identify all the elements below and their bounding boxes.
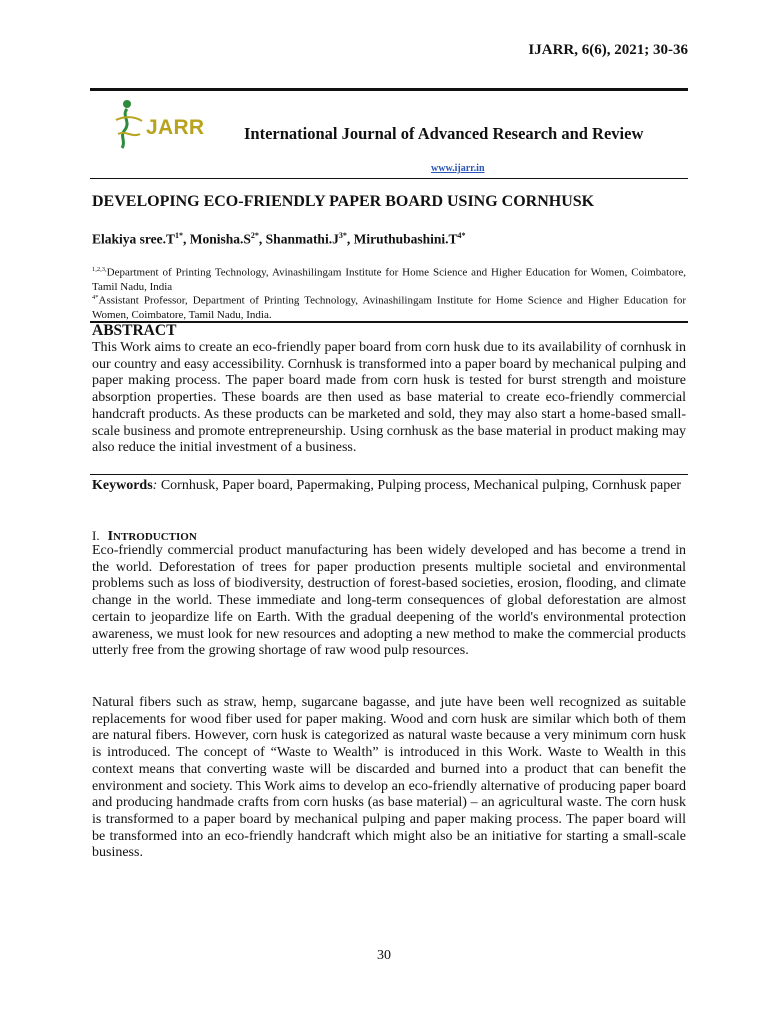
author-affiliation-marker: 3*: [338, 231, 347, 240]
author-separator: ,: [183, 231, 190, 247]
keywords-list: Cornhusk, Paper board, Papermaking, Pulping process, Mechanical pulping, Cornhusk paper: [157, 478, 682, 493]
header-bottom-rule: [90, 178, 688, 179]
author-affiliation-marker: 2*: [250, 231, 259, 240]
keywords-colon: :: [152, 478, 158, 493]
author-name: Monisha.S: [189, 231, 251, 247]
author-name: Miruthubashini.T: [353, 231, 458, 247]
affiliation-2: [92, 291, 686, 322]
affiliation-marker: 4*: [92, 294, 99, 301]
header-rule: [90, 88, 688, 91]
author-affiliation-marker: 4*: [457, 231, 466, 240]
keywords-label: Keywords: [92, 478, 153, 493]
author-name: Shanmathi.J: [265, 231, 339, 247]
intro-paragraph-2: Natural fibers such as straw, hemp, sugarcane bagasse, and jute have been well recognized as suitable replacements for wood fiber used for paper making. Wood and corn husk are similar which both of them are natural fibers. However, corn husk is categorized as natural waste because a very minimum corn husk is introduced. The concept of “Waste to Wealth” is introduced in this Work. Waste to Wealth in this context means that converting waste will be discarded and burned into a product that can benefit the environment and society. This Work aims to develop an eco-friendly alternative of producing paper board and producing handmade crafts from corn husks (as base material) – an agricultural waste. The corn husk is transformed to a paper board by mechanical pulping and paper making process. The paper board will be transformed into an eco-friendly handcraft which might also be an initiative for starting a small-scale business.: [92, 695, 686, 861]
author-affiliation-marker: 1*: [175, 231, 184, 240]
affiliation-text: Assistant Professor, Department of Printing Technology, Avinashilingam Institute for Home Science and Higher Education for Women, Coimbatore, Tamil Nadu, India.: [92, 294, 686, 321]
abstract-top-rule: [90, 321, 688, 323]
section-title: [108, 528, 197, 543]
author-separator: ,: [346, 231, 354, 247]
keywords-top-rule: [90, 474, 688, 475]
journal-url-link[interactable]: www.ijarr.in: [431, 163, 485, 174]
affiliation-text: Department of Printing Technology, Avinashilingam Institute for Home Science and Higher Education for Women, Coimbatore, Tamil Nadu, India: [92, 266, 686, 293]
journal-citation: IJARR, 6(6), 2021; 30-36: [528, 42, 688, 58]
keywords-block: [92, 478, 686, 495]
abstract-text: This Work aims to create an eco-friendly paper board from corn husk due to its availability of cornhusk in our country and easy accessibility. Cornhusk is transformed into a paper board by mechanical pulping and paper making process. The paper board made from corn husk is tested for burst strength and moisture absorption properties. These boards are then used as base material to create eco-friendly commercial handcraft products. As these products can be marketed and sold, they may also start a home-based small-scale business and promote entrepreneurship. Using cornhusk as the base material in product making may also reduce the initial investment of a business.: [92, 340, 686, 456]
logo-wordmark: JARR: [146, 116, 205, 139]
section-title-initial: I: [107, 529, 114, 544]
author-separator: ,: [258, 231, 266, 247]
affiliation-1: [92, 263, 686, 294]
intro-paragraph-1: Eco-friendly commercial product manufacturing has been widely developed and has become a trend in the world. Deforestation of trees for paper production presents multiple societal and environmental problems such as loss of biodiversity, destruction of forest-based societies, erosion, flooding, and climate change in the world. These immediate and long-term consequences of global deforestation are almost certain to jeopardize life on Earth. With the gradual deepening of the world's environmental protection awareness, we must look for new resources and adopting a new method to make the commercial products utterly free from the growing shortage of raw wood pulp resources.: [92, 543, 686, 659]
author-list: [92, 231, 466, 248]
section-number: I.: [92, 528, 100, 543]
page-number: 30: [377, 948, 391, 963]
section-title-rest: NTRODUCTION: [113, 531, 197, 543]
journal-name: International Journal of Advanced Research and Review: [244, 124, 644, 143]
abstract-heading: ABSTRACT: [92, 322, 177, 339]
paper-title: DEVELOPING ECO-FRIENDLY PAPER BOARD USING CORNHUSK: [92, 193, 595, 210]
author-name: Elakiya sree.T: [92, 231, 176, 247]
affiliation-marker: 1,2,3,: [92, 266, 107, 273]
